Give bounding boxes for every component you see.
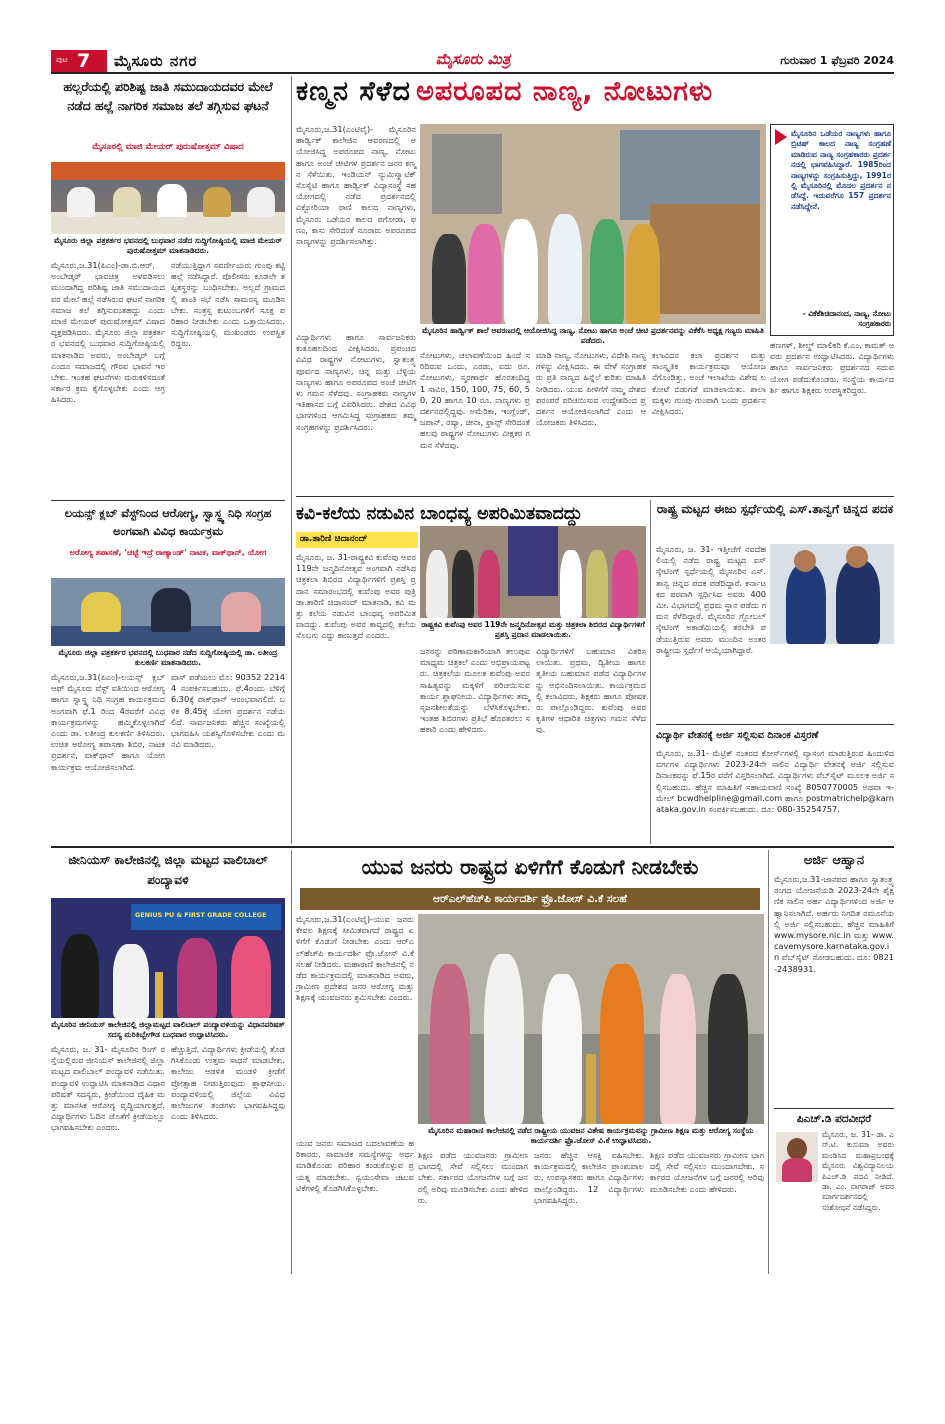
youth-guest-6 — [708, 974, 748, 1124]
rule-mid-page — [51, 846, 894, 848]
lions-body-left: ಮೈಸೂರು,ಜ.31(ಪಿಎಂ)-ಲಯನ್ಸ್ ಕ್ಲಬ್ ಆಫ್ ಮೈಸೂರು ವೆಸ್ಟ್ ವತಿಯಿಂದ ಆರೋಗ್ಯ ಹಾಗೂ ಸ್ವಾಸ್ಥ್ಯ ನಿಧಿ ಸಂಗ್ರಹ ಕಾರ್ಯಕ್ರಮದ ಅಂಗವಾಗಿ ಫೆ.1 ರಿಂದ 4ರವರೆಗೆ ವಿವಿಧ ಕಾರ್ಯಕ್ರಮಗಳನ್ನು ಹಮ್ಮಿಕೊಳ್ಳಲಾಗಿದೆ ಎಂದು ಡಾ. ಲತೀಂದ್ರ ಕುಲಕರ್ಣಿ ತಿಳಿಸಿದರು. ಉಚಿತ ಆರೋಗ್ಯ ತಪಾಸಣಾ ಶಿಬಿರ, ನಾಟಕ ಪ್ರದರ್ಶನ, ವಾಕ್‌ಥಾನ್ ಹಾಗೂ ಯೋಗ ಕಾರ್ಯಕ್ರಮ ಆಯೋಜಿಸಲಾಗಿದೆ. — [51, 672, 168, 772]
coins-body-col4: ಮಾಡಿ ನಾಣ್ಯ, ನೋಟುಗಳು, ವಿದೇಶಿ ನಾಣ್ಯಗಳನ್ನು ವೀಕ್ಷಿಸಿದರು. ಈ ವೇಳೆ ಸಂಗ್ರಾಹಕರು ಪ್ರತಿ ನಾಣ್ಯದ ಹಿನ್ನೆಲೆ ಕುರಿತು ಮಾಹಿತಿ ನೀಡಿದರು. ಯುವ ಪೀಳಿಗೆಗೆ ನಮ್ಮ ದೇಶದ ಪರಂಪರೆ ಪರಿಚಯಿಸುವ ಉದ್ದೇಶದಿಂದ ಪ್ರದರ್ಶನ ಆಯೋಜಿಸಲಾಗಿದೆ ಎಂದು ಆಯೋಜಕರು ತಿಳಿಸಿದರು. — [536, 350, 649, 428]
page-number-badge — [51, 50, 107, 72]
speaker-3 — [157, 184, 187, 217]
visitor-2 — [468, 224, 502, 324]
youth-guest-2 — [484, 954, 524, 1124]
youth-photo-caption: ಮೈಸೂರಿನ ಮಹಾರಾಣಿ ಕಾಲೇಜಿನಲ್ಲಿ ನಡೆದ ರಾಷ್ಟ್ರೀಯ ಯುವಜನ ವಿಶೇಷ ಕಾರ್ಯಕ್ರಮವನ್ನು ಗ್ರಾಮೀಣ ಶಿಕ್ಷಣ ಮತ್ತು ಆರೋಗ್ಯ ಸಂಸ್ಥೆಯ ಕಾರ್ಯದರ್ಶಿ ಫ್ರೊ.ಜೋಸ್ ವಿ.ಕೆ ಉದ್ಘಾಟಿಸಿದರು. — [428, 1126, 754, 1145]
skater-coach — [836, 560, 880, 644]
genius-banner-text: GENIUS PU & FIRST GRADE COLLEGE — [135, 911, 267, 919]
genius-guest-3 — [177, 938, 217, 1018]
speaker-5 — [247, 187, 275, 217]
exhibit-board-1 — [432, 134, 502, 214]
visitor-3 — [504, 219, 538, 324]
genius-body-left: ಮೈಸೂರು, ಜ. 31- ಮೈಸೂರಿನ ರಿಂಗ್ ರಸ್ತೆಯಲ್ಲಿರುವ ಜೀನಿಯಸ್ ಕಾಲೇಜಿನಲ್ಲಿ ಜಿಲ್ಲಾ ಮಟ್ಟದ ವಾಲಿಬಾಲ್ ಪಂದ್ಯಾವಳಿ ನಡೆಯಿತು. ಪಂದ್ಯಾವಳಿ ಉದ್ಘಾಟಿಸಿ ಮಾತನಾಡಿದ ವಿಧಾನ ಪರಿಷತ್ ಸದಸ್ಯರು, ಕ್ರೀಡೆಯಿಂದ ದೈಹಿಕ ಮತ್ತು ಮಾನಸಿಕ ಆರೋಗ್ಯ ವೃದ್ಧಿಯಾಗುತ್ತದೆ. ವಿದ್ಯಾರ್ಥಿಗಳು ಓದಿನ ಜೊತೆಗೆ ಕ್ರೀಡೆಯಲ್ಲೂ ಭಾಗವಹಿಸಬೇಕು ಎಂದರು. — [51, 1044, 168, 1133]
genius-event-photo — [51, 898, 285, 1018]
kavi-body-right: ವಿದ್ಯಾರ್ಥಿಗಳಿಗೆ ಬಹುಮಾನ ವಿತರಿಸಲಾಯಿತು. ಪ್ರಥಮ, ದ್ವಿತೀಯ ಹಾಗೂ ತೃತೀಯ ಬಹುಮಾನ ಪಡೆದ ವಿದ್ಯಾರ್ಥಿಗಳನ್ನು ಅಭಿನಂದಿಸಲಾಯಿತು. ಕಾರ್ಯಕ್ರಮದಲ್ಲಿ ಕಲಾವಿದರು, ಶಿಕ್ಷಕರು ಹಾಗೂ ಪೋಷಕರು ಪಾಲ್ಗೊಂಡಿದ್ದರು. ಕುವೆಂಪು ಅವರ ಕೃತಿಗಳ ಆಧಾರಿತ ಚಿತ್ರಗಳು ಗಮನ ಸೆಳೆದವು. — [536, 646, 649, 735]
coins-quote-author: - ವಿಕೆಕೆಶಿಚಿದಾನಂದ, ನಾಣ್ಯ, ನೋಟು ಸಂಗ್ರಹಕಾರರು — [802, 309, 891, 328]
genius-lamp — [155, 972, 163, 1018]
phd-headline: ಪಿಎಚ್.ಡಿ ಪದವೀಧರೆ — [796, 1113, 872, 1125]
youth-body-col2: ಯುವ ಜನರು ಸಮಾಜದ ಬದಲಾವಣೆಯ ಹರಿಕಾರರು. ಸಾಮಾಜಿಕ ಸಮಸ್ಯೆಗಳನ್ನು ಅರ್ಥಮಾಡಿಕೊಂಡು ಪರಿಹಾರ ಕಂಡುಕೊಳ್ಳುವ ಪ್ರಯತ್ನ ಮಾಡಬೇಕು. ಸ್ವಯಂಸೇವಾ ಚಟುವಟಿಕೆಗಳಲ್ಲಿ ತೊಡಗಿಸಿಕೊಳ್ಳಬೇಕು. — [296, 1138, 414, 1193]
caste-body-right: ನಡೆಯುತ್ತಿದ್ದಾಗ ಸವರ್ಣೀಯರು ಗುಂಪು ಕಟ್ಟಿ ಹಲ್ಲೆ ನಡೆಸಿದ್ದಾರೆ. ಪೊಲೀಸರು ಕೂಡಲೇ ತಪ್ಪಿತಸ್ಥರನ್ನು ಬಂಧಿಸಬೇಕು. ಅಲ್ಲದೆ ಗ್ರಾಮದಲ್ಲಿ ಶಾಂತಿ ಸಭೆ ನಡೆಸಿ ಸಾಮರಸ್ಯ ಮೂಡಿಸಬೇಕು. ಸಂತ್ರಸ್ತ ಕುಟುಂಬಗಳಿಗೆ ಸೂಕ್ತ ಪರಿಹಾರ ನೀಡಬೇಕು ಎಂದು ಒತ್ತಾಯಿಸಿದರು. ಸುದ್ದಿಗೋಷ್ಠಿಯಲ್ಲಿ ಮುಖಂಡರು ಉಪಸ್ಥಿತರಿದ್ದರು. — [171, 260, 288, 349]
skater-coach-head — [846, 546, 868, 568]
kavi-photo-caption: ರಾಷ್ಟ್ರಕವಿ ಕುವೆಂಪು ಅವರ 119ನೇ ಜನ್ಮದಿನೋತ್ಸವ ಮತ್ತು ಚಿತ್ರಕಲಾ ಶಿಬಿರದ ವಿದ್ಯಾರ್ಥಿಗಳಿಗೆ ಪ್ರಶಸ್ತಿ ಪ್ರದಾನ ಮಾಡಲಾಯಿತು. — [421, 620, 645, 639]
masthead — [0, 0, 945, 72]
phd-portrait-head — [787, 1138, 807, 1160]
caste-photo-caption: ಮೈಸೂರು ಜಿಲ್ಲಾ ಪತ್ರಕರ್ತರ ಭವನದಲ್ಲಿ ಬುಧವಾರ ನಡೆದ ಸುದ್ದಿಗೋಷ್ಠಿಯಲ್ಲಿ ಮಾಜಿ ಮೇಯರ್ ಪುರುಷೋತ್ತಮ್ ಮಾತನಾಡಿದರು. — [53, 236, 283, 255]
arji-headline: ಅರ್ಜಿ ಆಹ್ವಾನ — [803, 853, 865, 868]
youth-guest-1 — [430, 964, 470, 1124]
rule-coins-end — [296, 496, 894, 497]
kavi-headline: ಕವಿ-ಕಲೆಯ ನಡುವಿನ ಬಾಂಧವ್ಯ ಅಪರಿಮಿತವಾದದ್ದು — [296, 504, 583, 524]
rule-left-col — [291, 76, 292, 844]
quote-play-icon — [775, 129, 787, 145]
lions-subhead: ಅರೋಗ್ಯ ತಪಾಸಣೆ, 'ಚಟ್ಟೆ ಇದ್ರೆ ರಾಣ್ಯಾಂಡ್' ನಾಟಕ, ವಾಕ್‌ಥಾನ್, ಯೋಗ — [69, 547, 267, 557]
speaker-4 — [203, 187, 231, 217]
rule-arji-end — [774, 1108, 894, 1109]
kavi-person-1 — [426, 550, 448, 618]
youth-subhead: ಆರ್‌ಎಲ್‌ಹೆಚ್‌ಪಿ ಕಾರ್ಯದರ್ಶಿ ಫ್ರೊ.ಜೋಸ್ ವಿ.ಕೆ ಸಲಹೆ — [300, 888, 760, 910]
caste-subhead: ಮೈಸೂರಲ್ಲಿ ಮಾಜಿ ಮೇಯರ್ ಪುರುಷೋತ್ತಮ್ ವಿಷಾದ — [92, 142, 244, 152]
youth-body-left: ಮೈಸೂರು,ಜ.31(ಎಂಟಿವೈ)-ಯುವ ಜನರು ಕೇವಲ ಶಿಕ್ಷಣಕ್ಕೆ ಸೀಮಿತವಾಗದೆ ರಾಷ್ಟ್ರದ ಏಳಿಗೆಗೆ ಕೊಡುಗೆ ನೀಡಬೇಕು ಎಂದು ಆರ್‌ಎಲ್‌ಹೆಚ್‌ಪಿ ಕಾರ್ಯದರ್ಶಿ ಫ್ರೊ.ಜೋಸ್ ವಿ.ಕೆ ಸಲಹೆ ನೀಡಿದರು. ಮಹಾರಾಣಿ ಕಾಲೇಜಿನಲ್ಲಿ ನಡೆದ ಕಾರ್ಯಕ್ರಮದಲ್ಲಿ ಮಾತನಾಡಿದ ಅವರು, ಗ್ರಾಮೀಣ ಪ್ರದೇಶದ ಜನರ ಆರೋಗ್ಯ ಮತ್ತು ಶಿಕ್ಷಣಕ್ಕೆ ಯುವಜನರು ಶ್ರಮಿಸಬೇಕು ಎಂದರು. — [296, 914, 417, 1003]
lions-photo-caption: ಮೈಸೂರು ಜಿಲ್ಲಾ ಪತ್ರಕರ್ತರ ಭವನದಲ್ಲಿ ಬುಧವಾರ ನಡೆದ ಸುದ್ದಿಗೋಷ್ಠಿಯಲ್ಲಿ ಡಾ. ಲತೀಂದ್ರ ಕುಲಕರ್ಣಿ ಮಾತನಾಡಿದರು. — [58, 648, 278, 667]
coins-right-body: ಹಣಗಳ್, ಶೀಲ್ಡ್ ಮಾಲಿಕರಿ ಕೆ.ಎಂ. ಕಾಮತ್ ಅವರು ಪ್ರದರ್ಶನ ಉದ್ಘಾಟಿಸಿದರು. ವಿದ್ಯಾರ್ಥಿಗಳು ಹಾಗೂ ಸಾರ್ವಜನಿಕರು ಪ್ರದರ್ಶನದ ಸದುಪಯೋಗ ಪಡೆದುಕೊಂಡರು. ಸಂಸ್ಥೆಯ ಕಾರ್ಯದರ್ಶಿ ಹಾಗೂ ಶಿಕ್ಷಕರು ಉಪಸ್ಥಿತರಿದ್ದರು. — [770, 340, 897, 395]
genius-guest-1 — [61, 934, 99, 1018]
coins-headline-part1: ಕಣ್ಮನ ಸೆಳೆದ — [296, 76, 411, 107]
scholarship-headline: ವಿದ್ಯಾರ್ಥಿ ವೇತನಕ್ಕೆ ಅರ್ಜಿ ಸಲ್ಲಿಸುವ ದಿನಾಂಕ ವಿಸ್ತರಣೆ — [656, 730, 819, 741]
caste-press-photo — [51, 162, 285, 234]
skater-girl-head — [794, 550, 816, 572]
press-banner — [51, 162, 285, 180]
genius-banner — [131, 904, 281, 930]
page-number: 7 — [77, 50, 91, 72]
rule-youth-right — [768, 850, 769, 1274]
coins-body-col3: ನೋಟುಗಳು, ಚಲಾವಣೆಯಿಂದ ಹಿಂದೆ ಸರಿದಿರುವ ಒಂದು, ಎರಡು, ಐದು ರೂ. ನೋಟುಗಳು, ಸ್ಮರಣಾರ್ಥ ಹೊರತಂದಿದ್ದ 1 ಸಾವಿರ, 150, 100, 75, 60, 50, 20 ಹಾಗೂ 10 ರೂ. ನಾಣ್ಯಗಳು ಪ್ರದರ್ಶನದಲ್ಲಿದ್ದವು. ಅಮೆರಿಕಾ, ಇಂಗ್ಲೆಂಡ್, ಜಪಾನ್, ರಷ್ಯಾ, ಚೀನಾ, ಫ್ರಾನ್ಸ್ ಸೇರಿದಂತೆ ಹಲವು ರಾಷ್ಟ್ರಗಳ ನೋಟುಗಳು ವೀಕ್ಷಕರ ಗಮನ ಸೆಳೆದವು. — [420, 350, 533, 450]
lions-person-3 — [221, 592, 261, 632]
section-title: ಮೈಸೂರು ನಗರ — [114, 52, 198, 70]
youth-body-col4: ಜನರು ಹೆಚ್ಚಿನ ಆಸಕ್ತಿ ವಹಿಸಬೇಕು. ಕಾರ್ಯಕ್ರಮದಲ್ಲಿ ಕಾಲೇಜಿನ ಪ್ರಾಂಶುಪಾಲರು, ಉಪನ್ಯಾಸಕರು ಹಾಗೂ ವಿದ್ಯಾರ್ಥಿಗಳು ಪಾಲ್ಗೊಂಡಿದ್ದರು. 12 ವಿದ್ಯಾರ್ಥಿಗಳು ಭಾಗವಹಿಸಿದ್ದರು. — [534, 1150, 647, 1205]
kavi-body-mid: ಜನರನ್ನು ಪರಿಣಾಮಕಾರಿಯಾಗಿ ತಲುಪುವ ಮಾಧ್ಯಮ ಚಿತ್ರಕಲೆ ಎಂದು ಅಭಿಪ್ರಾಯಪಟ್ಟರು. ಚಿತ್ರಕಲೆಯ ಮೂಲಕ ಕುವೆಂಪು ಅವರ ಸಾಹಿತ್ಯವನ್ನು ಮಕ್ಕಳಿಗೆ ಪರಿಚಯಿಸುವ ಕಾರ್ಯ ಶ್ಲಾಘನೀಯ. ವಿದ್ಯಾರ್ಥಿಗಳು ತಮ್ಮ ಸೃಜನಶೀಲತೆಯನ್ನು ಬೆಳೆಸಿಕೊಳ್ಳಬೇಕು. ಇಂತಹ ಶಿಬಿರಗಳು ಪ್ರತಿಭೆ ಹೊರತರಲು ಸಹಕಾರಿ ಎಂದು ಹೇಳಿದರು. — [420, 646, 533, 735]
kavi-body-left: ಮೈಸೂರು, ಜ. 31-ರಾಷ್ಟ್ರಕವಿ ಕುವೆಂಪು ಅವರ 119ನೇ ಜನ್ಮದಿನೋತ್ಸವ ಅಂಗವಾಗಿ ನಡೆಸಿದ ಚಿತ್ರಕಲಾ ಶಿಬಿರದ ವಿದ್ಯಾರ್ಥಿಗಳಿಗೆ ಪ್ರಶಸ್ತಿ ಪ್ರದಾನ ಸಮಾರಂಭದಲ್ಲಿ ಕುವೆಂಪು ಅವರ ಪುತ್ರಿ ಡಾ.ತಾರಿಣಿ ಚಿದಾನಂದ್ ಮಾತನಾಡಿ, ಕವಿ ಮತ್ತು ಕಲೆಯ ನಡುವಿನ ಬಾಂಧವ್ಯ ಅಪರಿಮಿತವಾದದ್ದು. ಕುವೆಂಪು ಅವರ ಕಾವ್ಯದಲ್ಲಿ ಕಲೆಯ ಸೊಬಗು ಎದ್ದು ಕಾಣುತ್ತದೆ ಎಂದರು. — [296, 552, 419, 641]
visitor-5 — [590, 219, 624, 324]
genius-photo-caption: ಮೈಸೂರಿನ ಜೀನಿಯಸ್ ಕಾಲೇಜಿನಲ್ಲಿ ಜಿಲ್ಲಾಮಟ್ಟದ ವಾಲಿಬಾಲ್ ಪಂದ್ಯಾವಳಿಯನ್ನು ವಿಧಾನಪರಿಷತ್ ಸದಸ್ಯ ಮರಿತಿಬ್ಬೇಗೌಡ ಬುಧವಾರ ಉದ್ಘಾಟಿಸಿದರು. — [51, 1020, 285, 1039]
ice-skater-photo — [770, 544, 894, 644]
coins-headline-part2: ಅಪರೂಪದ ನಾಣ್ಯ, ನೋಟುಗಳು — [416, 76, 714, 107]
scholarship-body: ಮೈಸೂರು, ಜ.31- ಮೆಟ್ರಿಕ್ ನಂತರದ ಕೋರ್ಸ್‌ಗಳಲ್ಲಿ ವ್ಯಾಸಂಗ ಮಾಡುತ್ತಿರುವ ಹಿಂದುಳಿದ ವರ್ಗಗಳ ವಿದ್ಯಾರ್ಥಿಗಳು 2023-24ನೇ ಸಾಲಿನ ವಿದ್ಯಾರ್ಥಿ ವೇತನಕ್ಕೆ ಅರ್ಜಿ ಸಲ್ಲಿಸುವ ದಿನಾಂಕವನ್ನು ಫೆ.15ರ ವರೆಗೆ ವಿಸ್ತರಿಸಲಾಗಿದೆ. ವಿದ್ಯಾರ್ಥಿಗಳು ವೆಬ್‌ಸೈಟ್ ಮೂಲಕ ಅರ್ಜಿ ಸಲ್ಲಿಸಬಹುದು. ಹೆಚ್ಚಿನ ಮಾಹಿತಿಗೆ ಸಹಾಯವಾಣಿ ಸಂಖ್ಯೆ 8050770005 ಅಥವಾ ಇ-ಮೇಲ್ bcwdhelpline@gmail.com ಹಾಗೂ postmatrichelp@karnataka.gov.in ಸಂಪರ್ಕಿಸಬಹುದು. ದೂ: 080-35254757. — [656, 748, 897, 815]
caste-body-left: ಮೈಸೂರು,ಜ.31(ಪಿಎಂ)-ಡಾ.ಬಿ.ಆರ್. ಅಂಬೇಡ್ಕರ್ ಭಾವಚಿತ್ರ ಅಳವಡಿಸಲು ಮುಂದಾಗಿದ್ದ ಪರಿಶಿಷ್ಟ ಜಾತಿ ಸಮುದಾಯದವರ ಮೇಲೆ ಹಲ್ಲೆ ನಡೆಸಿರುವ ಘಟನೆ ನಾಗರಿಕ ಸಮಾಜ ತಲೆ ತಗ್ಗಿಸುವಂತಹದ್ದು ಎಂದು ಮಾಜಿ ಮೇಯರ್ ಪುರುಷೋತ್ತಮ್ ವಿಷಾದ ವ್ಯಕ್ತಪಡಿಸಿದರು. ಮೈಸೂರು ಜಿಲ್ಲಾ ಪತ್ರಕರ್ತರ ಭವನದಲ್ಲಿ ಬುಧವಾರ ಸುದ್ದಿಗೋಷ್ಠಿಯಲ್ಲಿ ಮಾತನಾಡಿದ ಅವರು, ಅಂಬೇಡ್ಕರ್ ಬಗ್ಗೆ ಎಂದೂ ಸಮಾಜದಲ್ಲಿ ಗೌರವ ಭಾವನೆ ಇರಬೇಕು. ಇಂತಹ ಘಟನೆಗಳು ಮರುಕಳಿಸದಂತೆ ಸರ್ಕಾರ ಕ್ರಮ ಕೈಗೊಳ್ಳಬೇಕು ಎಂದು ಆಗ್ರಹಿಸಿದರು. — [51, 260, 168, 405]
issue-date: ಗುರುವಾರ 1 ಫೆಬ್ರವರಿ 2024 — [780, 54, 894, 67]
lions-body-right: ವಾಸ್ ಪಡೆಯಲು ಮೊ: 90352 22144 ಸಂಪರ್ಕಿಸಬಹುದು. ಫೆ.4ರಂದು ಬೆಳಿಗ್ಗೆ 6.30ಕ್ಕೆ ವಾಕ್‌ಥಾನ್ ಆರಂಭವಾಗಲಿದೆ. ಬಳಿಕ 8.45ಕ್ಕೆ ಯೋಗ ಪ್ರದರ್ಶನ ನಡೆಯಲಿದೆ. ಸಾರ್ವಜನಿಕರು ಹೆಚ್ಚಿನ ಸಂಖ್ಯೆಯಲ್ಲಿ ಭಾಗವಹಿಸಿ ಯಶಸ್ವಿಗೊಳಿಸಬೇಕು ಎಂದು ಮನವಿ ಮಾಡಿದರು. — [171, 672, 288, 750]
rule-caste-end — [51, 500, 285, 501]
phd-body: ಮೈಸೂರು, ಜ. 31- ಡಾ. ಎಸ್.ಟಿ. ಕುಸುಮಾ ಅವರು ಮಂಡಿಸಿದ ಮಹಾಪ್ರಬಂಧಕ್ಕೆ ಮೈಸೂರು ವಿಶ್ವವಿದ್ಯಾನಿಲಯ ಪಿಎಚ್.ಡಿ ಪದವಿ ನೀಡಿದೆ. ಡಾ. ಎಂ. ನಾಗರಾಜ್ ಅವರ ಮಾರ್ಗದರ್ಶನದಲ್ಲಿ ಸಂಶೋಧನೆ ನಡೆಸಿದ್ದರು. — [822, 1130, 897, 1212]
lions-person-1 — [81, 592, 121, 632]
phd-portrait — [776, 1132, 818, 1182]
speaker-1 — [67, 187, 95, 217]
coins-body-col2: ವಿದ್ಯಾರ್ಥಿಗಳು ಹಾಗೂ ಸಾರ್ವಜನಿಕರು ಕುತೂಹಲದಿಂದ ವೀಕ್ಷಿಸಿದರು. ಪ್ರಪಂಚದ ವಿವಿಧ ರಾಷ್ಟ್ರಗಳ ನೋಟುಗಳು, ಸ್ವಾತಂತ್ರ್ಯ ಪೂರ್ವದ ನಾಣ್ಯಗಳು, ಚಿನ್ನ ಮತ್ತು ಬೆಳ್ಳಿಯ ನಾಣ್ಯಗಳು ಹಾಗೂ ಅಪರೂಪದ ಅಂಚೆ ಚೀಟಿಗಳು ಗಮನ ಸೆಳೆದವು. ಸಂಗ್ರಾಹಕರು ನಾಣ್ಯಗಳ ಇತಿಹಾಸದ ಬಗ್ಗೆ ವಿವರಿಸಿದರು. ದೇಶದ ವಿವಿಧ ಭಾಗಗಳಿಂದ ಆಗಮಿಸಿದ್ದ ಸಂಗ್ರಾಹಕರು ತಮ್ಮ ಸಂಗ್ರಹಗಳನ್ನು ಪ್ರದರ್ಶಿಸಿದರು. — [296, 332, 419, 432]
genius-headline: ಜೀನಿಯಸ್ ಕಾಲೇಜಿನಲ್ಲಿ ಜಿಲ್ಲಾ ಮಟ್ಟದ ವಾಲಿಬಾಲ್ ಪಂದ್ಯಾವಳಿ — [68, 853, 268, 887]
coins-headline — [296, 76, 894, 118]
genius-guest-4 — [231, 936, 271, 1018]
phd-portrait-body — [782, 1158, 812, 1182]
ice-headline: ರಾಷ್ಟ್ರ ಮಟ್ಟದ ಈಜು ಸ್ಪರ್ಧೆಯಲ್ಲಿ ಎಸ್.ತಾನ್ವಗೆ ಚಿನ್ನದ ಪದಕ — [656, 502, 894, 516]
rule-genius-right — [291, 850, 292, 1274]
paper-name: ಮೈಸೂರು ಮಿತ್ರ — [435, 50, 511, 68]
youth-guest-4 — [600, 964, 644, 1124]
ice-body: ಮೈಸೂರು, ಜ. 31- ಇತ್ತೀಚೆಗೆ ನವದೆಹಲಿಯಲ್ಲಿ ನಡೆದ ರಾಷ್ಟ್ರ ಮಟ್ಟದ ಐಸ್ ಸ್ಕೇಟಿಂಗ್ ಸ್ಪರ್ಧೆಯಲ್ಲಿ ಮೈಸೂರಿನ ಎಸ್.ತಾನ್ವ ಚಿನ್ನದ ಪದಕ ಪಡೆದಿದ್ದಾರೆ. ಕರ್ನಾಟಕದ ಪರವಾಗಿ ಸ್ಪರ್ಧಿಸಿದ ಅವರು 400 ಮೀ. ವಿಭಾಗದಲ್ಲಿ ಪ್ರಥಮ ಸ್ಥಾನ ಪಡೆದು ಗಮನ ಸೆಳೆದಿದ್ದಾರೆ. ಮೈಸೂರಿನ ಗ್ಲೋಬಲ್ ಸ್ಕೇಟಿಂಗ್ ಅಕಾಡೆಮಿಯಲ್ಲಿ ತರಬೇತಿ ಪಡೆಯುತ್ತಿರುವ ಅವರು ಮುಂದಿನ ಅಂತರರಾಷ್ಟ್ರೀಯ ಸ್ಪರ್ಧೆಗೆ ಆಯ್ಕೆಯಾಗಿದ್ದಾರೆ. — [656, 544, 769, 655]
kavi-person-5 — [586, 550, 608, 618]
visitor-1 — [432, 234, 466, 324]
kavi-byline: ಡಾ.ತಾರಿಣಿ ಚಿದಾನಂದ್ — [296, 532, 418, 548]
coins-quote-box — [770, 124, 894, 336]
kavi-stage-backdrop — [508, 526, 558, 596]
genius-body-right: ಹೆಚ್ಚುತ್ತಿದೆ. ವಿದ್ಯಾರ್ಥಿಗಳು ಕ್ರೀಡೆಯಲ್ಲಿ ತೊಡಗಿಸಿಕೊಂಡು ಉತ್ತಮ ಸಾಧನೆ ಮಾಡಬೇಕು. ಕಾಲೇಜು ಆಡಳಿತ ಮಂಡಳಿ ಕ್ರೀಡೆಗೆ ಪ್ರೋತ್ಸಾಹ ನೀಡುತ್ತಿರುವುದು ಶ್ಲಾಘನೀಯ. ಪಂದ್ಯಾವಳಿಯಲ್ಲಿ ಜಿಲ್ಲೆಯ ವಿವಿಧ ಕಾಲೇಜುಗಳ ತಂಡಗಳು ಭಾಗವಹಿಸಿದ್ದವು ಎಂದು ತಿಳಿಸಿದರು. — [171, 1044, 288, 1122]
kavi-person-4 — [560, 550, 582, 618]
kavi-person-3 — [478, 550, 500, 618]
youth-headline: ಯುವ ಜನರು ರಾಷ್ಟ್ರದ ಏಳಿಗೆಗೆ ಕೊಡುಗೆ ನೀಡಬೇಕು — [361, 855, 699, 879]
youth-event-photo — [418, 914, 764, 1124]
coins-body-col1: ಮೈಸೂರು,ಜ.31(ಎಂಟಿವೈ)- ಮೈಸೂರಿನ ಹಾರ್ಡ್ವಿಕ್ ಕಾಲೇಜಿನ ಆವರಣದಲ್ಲಿ ಆಯೋಜಿಸಿದ್ದ ಅಪರೂಪದ ನಾಣ್ಯ, ನೋಟು ಹಾಗೂ ಅಂಚೆ ಚೀಟಿಗಳ ಪ್ರದರ್ಶನ ಜನರ ಕಣ್ಮನ ಸೆಳೆಯಿತು. ಇಂಡಿಯನ್ ನ್ಯುಮಿಸ್ಮ್ಯಾಟಿಕ್ ಸೊಸೈಟಿ ಹಾಗೂ ಹಾರ್ಡ್ವಿಕ್ ವಿದ್ಯಾಸಂಸ್ಥೆ ಸಹಯೋಗದಲ್ಲಿ ನಡೆದ ಪ್ರದರ್ಶನದಲ್ಲಿ ವಿಕ್ಟೋರಿಯಾ ರಾಣಿ ಕಾಲದ ನಾಣ್ಯಗಳು, ಮೈಸೂರು ಒಡೆಯರ ಕಾಲದ ಪಗೋಡಾ, ಫಣಂ, ಕಾಸು ಸೇರಿದಂತೆ ನೂರಾರು ಅಪರೂಪದ ನಾಣ್ಯಗಳನ್ನು ಪ್ರದರ್ಶಿಸಲಾಗಿತ್ತು. — [296, 124, 419, 247]
caste-headline: ಹಲ್ಲರೆಯಲ್ಲಿ ಪರಿಶಿಷ್ಟ ಜಾತಿ ಸಮುದಾಯದವರ ಮೇಲೆ ನಡೆದ ಹಲ್ಲೆ ನಾಗರಿಕ ಸಮಾಜ ತಲೆ ತಗ್ಗಿಸುವ ಘಟನೆ — [63, 79, 273, 113]
lions-person-2 — [151, 588, 191, 632]
masthead-rule — [51, 72, 894, 74]
page-label: ಪುಟ — [56, 55, 68, 64]
visitor-4 — [548, 214, 582, 324]
youth-guest-5 — [660, 974, 696, 1124]
coins-photo-caption: ಮೈಸೂರಿನ ಹಾರ್ಡ್ವಿಕ್ ಶಾಲೆ ಆವರಣದಲ್ಲಿ ಆಯೋಜಿಸಿದ್ದ ನಾಣ್ಯ, ನೋಟು ಹಾಗೂ ಅಂಚೆ ಚೀಟಿ ಪ್ರದರ್ಶನವನ್ನು ವಿಕೆಕೆಸಿ ಅಧ್ಯಕ್ಷ ಗಣ್ಯರು ಮಾಹಿತಿ ಪಡೆದರು. — [422, 326, 764, 345]
youth-body-col3: ಶಿಕ್ಷಣ ಪಡೆದ ಯುವಜನರು ಗ್ರಾಮೀಣ ಭಾಗದಲ್ಲಿ ಸೇವೆ ಸಲ್ಲಿಸಲು ಮುಂದಾಗಬೇಕು. ಸರ್ಕಾರದ ಯೋಜನೆಗಳ ಬಗ್ಗೆ ಜನರಲ್ಲಿ ಅರಿವು ಮೂಡಿಸಬೇಕು ಎಂದು ಹೇಳಿದರು. — [418, 1150, 531, 1205]
rule-ice-end — [656, 724, 894, 725]
lions-press-photo — [51, 578, 285, 646]
arji-body: ಮೈಸೂರು,ಜ.31-ಜಾನಪದ ಹಾಗೂ ಸ್ವಾತಂತ್ರ್ಯ ರಂಗದ ಯೋಜನೆಯಡಿ 2023-24ನೇ ಶೈಕ್ಷಣಿಕ ಸಾಲಿನ ಅರ್ಹ ವಿದ್ಯಾರ್ಥಿಗಳಿಂದ ಅರ್ಜಿ ಆಹ್ವಾನಿಸಲಾಗಿದೆ. ಅರ್ಹರು ನಿಗದಿತ ನಮೂನೆಯಲ್ಲಿ ಅರ್ಜಿ ಸಲ್ಲಿಸಬಹುದು. ಹೆಚ್ಚಿನ ಮಾಹಿತಿಗೆ www.mysore.nic.in ಮತ್ತು www.cavemysore.karnataka.gov.in ವೆಬ್‌ಸೈಟ್ ನೋಡಬಹುದು. ದೂ: 0821-2438931. — [774, 874, 897, 974]
exhibit-cabinet — [650, 204, 760, 314]
lions-headline: ಲಯನ್ಸ್ ಕ್ಲಬ್ ವೆಸ್ಟ್‌ನಿಂದ ಆರೋಗ್ಯ, ಸ್ವಾಸ್ಥ್ಯ ನಿಧಿ ಸಂಗ್ರಹ ಅಂಗವಾಗಿ ವಿವಿಧ ಕಾರ್ಯಕ್ರಮ — [64, 506, 272, 538]
youth-guest-3 — [542, 974, 582, 1124]
kavi-award-photo — [420, 526, 646, 618]
youth-body-col5: ಶಿಕ್ಷಣ ಪಡೆದ ಯುವಜನರು ಗ್ರಾಮೀಣ ಭಾಗದಲ್ಲಿ ಸೇವೆ ಸಲ್ಲಿಸಲು ಮುಂದಾಗಬೇಕು. ಸರ್ಕಾರದ ಯೋಜನೆಗಳ ಬಗ್ಗೆ ಜನರಲ್ಲಿ ಅರಿವು ಮೂಡಿಸಬೇಕು ಎಂದು ಹೇಳಿದರು. — [650, 1150, 767, 1194]
coins-body-col5: ಕಲಾವಿದರ ಕಲಾ ಪ್ರದರ್ಶನ ಮತ್ತು ಸಾಂಸ್ಕೃತಿಕ ಕಾರ್ಯಕ್ರಮವೂ ಆಯೋಜನೆಗೊಂಡಿತ್ತು. ಅಂಚೆ ಇಲಾಖೆಯ ವಿಶೇಷ ಲಕೋಟೆ ಬಿಡುಗಡೆ ಮಾಡಲಾಯಿತು. ಶಾಲಾ ಮಕ್ಕಳು ಗುಂಪು ಗುಂಪಾಗಿ ಬಂದು ಪ್ರದರ್ಶನ ವೀಕ್ಷಿಸಿದರು. — [652, 350, 769, 417]
kavi-person-2 — [452, 550, 474, 618]
skater-girl — [786, 564, 826, 644]
speaker-2 — [113, 187, 141, 217]
coins-exhibition-photo — [420, 124, 766, 324]
rule-kavi-right — [650, 500, 651, 844]
genius-guest-2 — [113, 944, 149, 1018]
visitor-6 — [626, 224, 660, 324]
kavi-person-6 — [612, 550, 638, 618]
youth-lamp — [586, 1054, 596, 1124]
coins-quote-text: ಮೈಸೂರಿನ ಒಡೆಯರ ನಾಣ್ಯಗಳು ಹಾಗೂ ಬ್ರಿಟಿಷ್ ಕಾಲದ ನಾಣ್ಯ ಸಂಗ್ರಹಣೆ ಮಾಡಿರುವ ನಾಣ್ಯ ಸಂಗ್ರಹಕಾರರು ಪ್ರದರ್ಶನದಲ್ಲಿ ಭಾಗವಹಿಸಿದ್ದಾರೆ. 1985ರಿಂದ ನಾಣ್ಯಗಳನ್ನು ಸಂಗ್ರಹಿಸುತ್ತಿದ್ದು, 1991ರಲ್ಲಿ ಮೈಸೂರಿನಲ್ಲಿ ಮೊದಲ ಪ್ರದರ್ಶನ ನಡೆಸಿದ್ದೆ. ಇದುವರೆಗೂ 157 ಪ್ರದರ್ಶನ ನಡೆಸಿದ್ದೇನೆ. — [791, 129, 894, 211]
